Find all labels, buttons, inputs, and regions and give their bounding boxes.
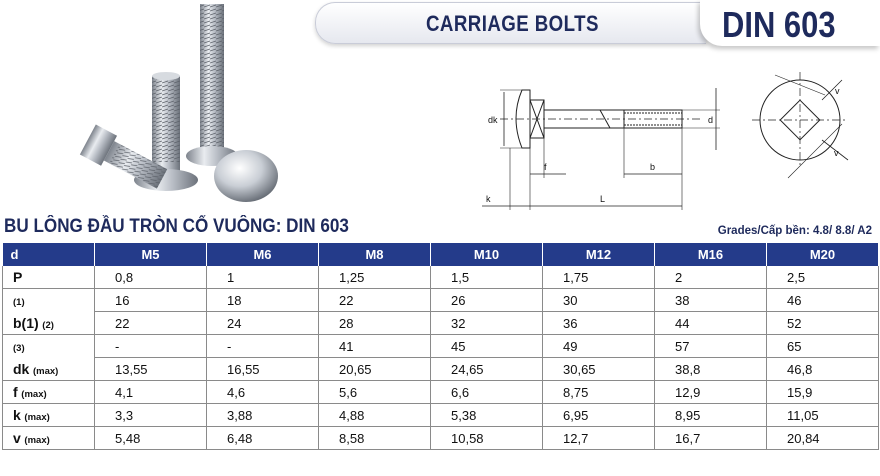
header-size-m12: M12 [543, 243, 655, 266]
title-plate [315, 2, 706, 44]
table-cell: 26 [431, 289, 543, 312]
table-cell: - [95, 335, 207, 358]
table-header-row [3, 243, 879, 266]
table-row [3, 289, 879, 312]
table-subtitle: BU LÔNG ĐẦU TRÒN CỔ VUÔNG: DIN 603 [4, 216, 349, 237]
table-cell: 12,9 [655, 381, 767, 404]
table-cell: 1,75 [543, 266, 655, 289]
table-cell: 44 [655, 312, 767, 335]
table-cell: 30,65 [543, 358, 655, 381]
table-cell: 20,65 [319, 358, 431, 381]
technical-drawing [470, 60, 880, 220]
table-cell: 16,7 [655, 427, 767, 450]
header-size-m6: M6 [207, 243, 319, 266]
table-cell: 5,48 [95, 427, 207, 450]
label-k: k [486, 194, 491, 204]
header-param: d [3, 243, 95, 266]
table-cell: 12,7 [543, 427, 655, 450]
row-label: k (max) [3, 404, 95, 427]
row-label: P [3, 266, 95, 289]
table-cell: 65 [767, 335, 879, 358]
table-cell: 10,58 [431, 427, 543, 450]
label-d: d [708, 115, 714, 125]
row-label: (1) [3, 289, 95, 312]
table-cell: 16,55 [207, 358, 319, 381]
bolt-photo [60, 0, 300, 210]
table-cell: 38 [655, 289, 767, 312]
table-row [3, 335, 879, 358]
label-v-top: v [835, 86, 840, 96]
table-cell: 0,8 [95, 266, 207, 289]
table-cell: 16 [95, 289, 207, 312]
table-cell: 28 [319, 312, 431, 335]
table-row [3, 312, 879, 335]
table-row [3, 381, 879, 404]
table-cell: 49 [543, 335, 655, 358]
table-cell: 6,6 [431, 381, 543, 404]
table-cell: - [207, 335, 319, 358]
spec-table [2, 243, 879, 450]
table-cell: 41 [319, 335, 431, 358]
product-title: CARRIAGE BOLTS [426, 11, 599, 36]
table-cell: 2 [655, 266, 767, 289]
row-label: dk (max) [3, 358, 95, 381]
table-cell: 1 [207, 266, 319, 289]
table-cell: 6,95 [543, 404, 655, 427]
table-cell: 36 [543, 312, 655, 335]
table-cell: 4,88 [319, 404, 431, 427]
table-cell: 11,05 [767, 404, 879, 427]
table-cell: 24 [207, 312, 319, 335]
table-cell: 20,84 [767, 427, 879, 450]
table-cell: 6,48 [207, 427, 319, 450]
table-cell: 2,5 [767, 266, 879, 289]
table-cell: 38,8 [655, 358, 767, 381]
bolt-tall [186, 4, 238, 166]
table-row [3, 358, 879, 381]
row-label: v (max) [3, 427, 95, 450]
header-size-m5: M5 [95, 243, 207, 266]
header-size-m10: M10 [431, 243, 543, 266]
table-cell: 15,9 [767, 381, 879, 404]
table-row [3, 427, 879, 450]
table-cell: 18 [207, 289, 319, 312]
label-L: L [600, 194, 606, 204]
table-cell: 8,75 [543, 381, 655, 404]
bolt-dome-head [214, 150, 278, 202]
table-cell: 1,25 [319, 266, 431, 289]
label-v-bottom: v [834, 148, 839, 158]
table-cell: 13,55 [95, 358, 207, 381]
table-cell: 5,6 [319, 381, 431, 404]
table-cell: 52 [767, 312, 879, 335]
table-cell: 22 [319, 289, 431, 312]
table-cell: 3,3 [95, 404, 207, 427]
header-size-m8: M8 [319, 243, 431, 266]
table-cell: 57 [655, 335, 767, 358]
standard-code: DIN 603 [722, 4, 836, 45]
table-cell: 3,88 [207, 404, 319, 427]
table-cell: 5,38 [431, 404, 543, 427]
label-dk: dk [488, 115, 498, 125]
label-b: b [650, 162, 656, 172]
table-cell: 46 [767, 289, 879, 312]
table-row [3, 266, 879, 289]
row-label: f (max) [3, 381, 95, 404]
table-cell: 1,5 [431, 266, 543, 289]
table-cell: 24,65 [431, 358, 543, 381]
standard-plate [700, 0, 880, 46]
table-cell: 8,58 [319, 427, 431, 450]
header-size-m20: M20 [767, 243, 879, 266]
header-size-m16: M16 [655, 243, 767, 266]
header-banner [315, 0, 880, 48]
table-cell: 22 [95, 312, 207, 335]
table-cell: 32 [431, 312, 543, 335]
row-label: (3) [3, 335, 95, 358]
table-row [3, 404, 879, 427]
table-cell: 46,8 [767, 358, 879, 381]
table-cell: 45 [431, 335, 543, 358]
table-cell: 30 [543, 289, 655, 312]
table-cell: 4,1 [95, 381, 207, 404]
row-label: b(1) (2) [3, 312, 95, 335]
grades-note: Grades/Cấp bền: 4.8/ 8.8/ A2 [717, 225, 872, 237]
label-f: f [544, 162, 547, 172]
table-cell: 4,6 [207, 381, 319, 404]
table-cell: 8,95 [655, 404, 767, 427]
